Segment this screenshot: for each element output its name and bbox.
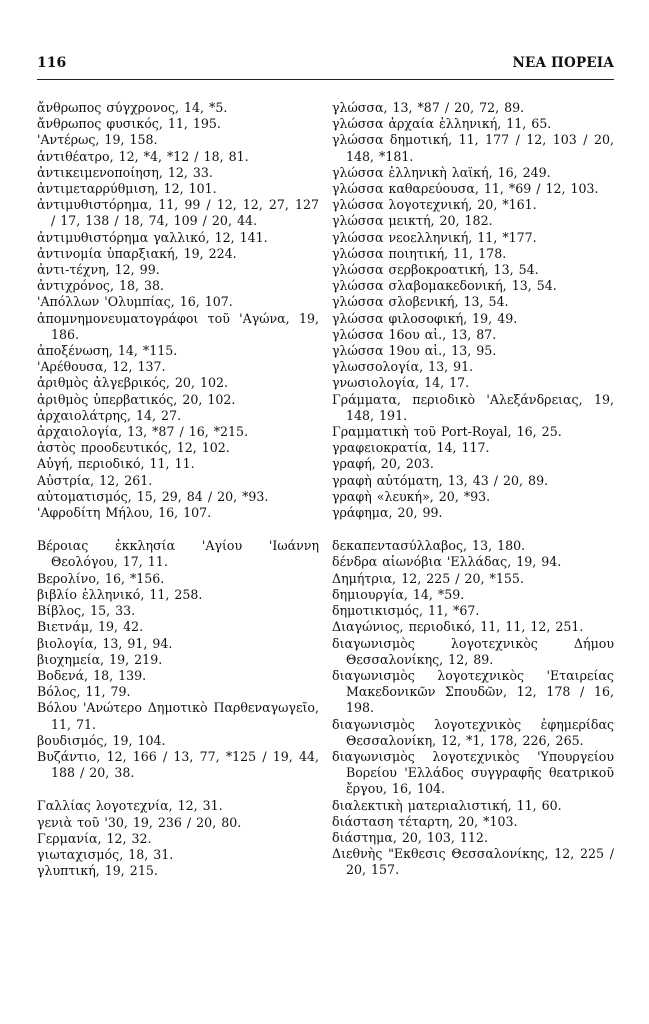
index-entry: ἀριθμὸς ἀλγεβρικός, 20, 102. xyxy=(37,375,228,391)
index-entry: ἀπομνημονευματογράφοι τοῦ 'Αγώνα, 19, 186. xyxy=(37,310,319,342)
index-entry: Βόλος, 11, 79. xyxy=(37,684,131,700)
index-entry: διαγωνισμὸς λογοτεχνικὸς ἐφημερίδας Θεσσαλονίκη, 12, *1, 178, 226, 265. xyxy=(332,716,614,748)
page-number: 116 xyxy=(37,55,67,71)
index-entry: αὐτοματισμός, 15, 29, 84 / 20, *93. xyxy=(37,488,269,504)
index-entry: ἀντιμεταρρύθμιση, 12, 101. xyxy=(37,181,217,197)
index-entry: βιβλίο ἑλληνικό, 11, 258. xyxy=(37,586,203,602)
index-entry: Διαγώνιος, περιοδικό, 11, 11, 12, 251. xyxy=(332,619,584,635)
running-header xyxy=(37,55,614,80)
index-entry: γλώσσα λογοτεχνική, 20, *161. xyxy=(332,197,537,213)
index-entry: γλωσσολογία, 13, 91. xyxy=(332,359,474,375)
index-entry: 'Απόλλων 'Ολυμπίας, 16, 107. xyxy=(37,294,233,310)
index-entry: γλώσσα ἀρχαία ἑλληνική, 11, 65. xyxy=(332,116,552,132)
index-entry: ἄνθρωπος σύγχρονος, 14, *5. xyxy=(37,100,228,115)
index-entry: Διεθνὴς "Εκθεσις Θεσσαλονίκης, 12, 225 / 20, 157. xyxy=(332,846,614,878)
index-entry: Βέροιας ἐκκλησία 'Αγίου 'Ιωάννη Θεολόγου, 17, 11. xyxy=(37,538,319,570)
index-entry: γραφειοκρατία, 14, 117. xyxy=(332,440,490,456)
journal-title: ΝΕΑ ΠΟΡΕΙΑ xyxy=(512,55,614,71)
index-entry: Γαλλίας λογοτεχνία, 12, 31. xyxy=(37,798,223,814)
index-entry: γλώσσα δημοτική, 11, 177 / 12, 103 / 20, 148, *181. xyxy=(332,132,614,164)
index-entry: γλώσσα φιλοσοφική, 19, 49. xyxy=(332,310,518,326)
index-entry: διαγωνισμὸς λογοτεχνικὸς 'Υπουργείου Βορείου 'Ελλάδος συγγραφῆς θεατρικοῦ ἔργου, 16, 104. xyxy=(332,748,614,797)
index-entry: γράφημα, 20, 99. xyxy=(332,505,443,521)
index-entry: ἀντινομία ὑπαρξιακή, 19, 224. xyxy=(37,245,237,261)
index-entry: γλώσσα νεοελληνική, 11, *177. xyxy=(332,229,537,245)
index-entry: γλώσσα σλοβενική, 13, 54. xyxy=(332,294,509,310)
index-column-right xyxy=(332,100,614,879)
section-gap xyxy=(37,781,319,798)
index-entry: ἀντικειμενοποίηση, 12, 33. xyxy=(37,164,213,180)
index-entry: διαλεκτικὴ ματεριαλιστική, 11, 60. xyxy=(332,797,562,813)
index-entry: ἀντιχρόνος, 18, 38. xyxy=(37,278,165,294)
index-entry: γλώσσα μεικτή, 20, 182. xyxy=(332,213,493,229)
index-entry: γλώσσα 19ου αἰ., 13, 95. xyxy=(332,343,497,359)
index-entry: δημοτικισμός, 11, *67. xyxy=(332,603,480,619)
index-entry: γλώσσα 16ου αἰ., 13, 87. xyxy=(332,326,497,342)
index-entry: 'Αφροδίτη Μήλου, 16, 107. xyxy=(37,505,212,521)
index-entry: βιοχημεία, 19, 219. xyxy=(37,651,163,667)
index-entry: γλυπτική, 19, 215. xyxy=(37,863,158,879)
index-entry: γλώσσα σερβοκροατική, 13, 54. xyxy=(332,262,539,278)
index-entry: βιολογία, 13, 91, 94. xyxy=(37,635,173,651)
index-entry: διάσταση τέταρτη, 20, *103. xyxy=(332,813,518,829)
index-entry: γιωταχισμός, 18, 31. xyxy=(37,846,174,862)
section-gap xyxy=(332,521,614,538)
index-entry: διαγωνισμὸς λογοτεχνικὸς Δήμου Θεσσαλονίκης, 12, 89. xyxy=(332,635,614,667)
index-entry: διάστημα, 20, 103, 112. xyxy=(332,829,488,845)
index-entry: γλώσσα ποιητική, 11, 178. xyxy=(332,245,507,261)
index-entry: 'Αρέθουσα, 12, 137. xyxy=(37,359,166,375)
index-entry: ἀντιθέατρο, 12, *4, *12 / 18, 81. xyxy=(37,148,249,164)
index-entry: ἀντιμυθιστόρημα γαλλικό, 12, 141. xyxy=(37,229,268,245)
index-entry: Βόλου 'Ανώτερο Δημοτικὸ Παρθεναγωγεῖο, 11, 71. xyxy=(37,700,319,732)
index-entry: ἀρχαιολογία, 13, *87 / 16, *215. xyxy=(37,424,249,440)
index-entry: Γράμματα, περιοδικὸ 'Αλεξάνδρειας, 19, 148, 191. xyxy=(332,391,614,423)
index-entry: Αὐστρία, 12, 261. xyxy=(37,472,153,488)
index-entry: ἀρχαιολάτρης, 14, 27. xyxy=(37,407,182,423)
index-entry: γενιὰ τοῦ '30, 19, 236 / 20, 80. xyxy=(37,814,242,830)
index-entry: 'Αντέρως, 19, 158. xyxy=(37,132,158,148)
index-entry: γλώσσα ἑλληνικὴ λαϊκή, 16, 249. xyxy=(332,164,551,180)
index-entry: δεκαπεντασύλλαβος, 13, 180. xyxy=(332,538,526,554)
index-entry: Γραμματικὴ τοῦ Port-Royal, 16, 25. xyxy=(332,424,562,440)
index-column-left xyxy=(37,100,319,879)
index-entry: ἀριθμὸς ὑπερβατικός, 20, 102. xyxy=(37,391,236,407)
index-entry: ἀποξένωση, 14, *115. xyxy=(37,343,178,359)
index-entry: βουδισμός, 19, 104. xyxy=(37,732,166,748)
index-entry: διαγωνισμὸς λογοτεχνικὸς 'Εταιρείας Μακεδονικῶν Σπουδῶν, 12, 178 / 16, 198. xyxy=(332,667,614,716)
index-entry: ἄνθρωπος φυσικός, 11, 195. xyxy=(37,116,221,132)
index-entry: γνωσιολογία, 14, 17. xyxy=(332,375,470,391)
index-entry: γλώσσα σλαβομακεδονική, 13, 54. xyxy=(332,278,557,294)
index-entry: Βοδενά, 18, 139. xyxy=(37,667,147,683)
index-entry: γλώσσα, 13, *87 / 20, 72, 89. xyxy=(332,100,525,115)
index-entry: γραφή, 20, 203. xyxy=(332,456,434,472)
index-entry: Βιετνάμ, 19, 42. xyxy=(37,619,144,635)
index-entry: δημιουργία, 14, *59. xyxy=(332,586,465,602)
index-entry: γραφὴ αὐτόματη, 13, 43 / 20, 89. xyxy=(332,472,549,488)
index-entry: γραφὴ «λευκή», 20, *93. xyxy=(332,488,491,504)
index-entry: Βίβλος, 15, 33. xyxy=(37,603,136,619)
index-entry: Δημήτρια, 12, 225 / 20, *155. xyxy=(332,570,524,586)
index-entry: Αὐγή, περιοδικό, 11, 11. xyxy=(37,456,195,472)
index-entry: Γερμανία, 12, 32. xyxy=(37,830,152,846)
index-entry: ἀστὸς προοδευτικός, 12, 102. xyxy=(37,440,230,456)
section-gap xyxy=(37,521,319,538)
index-entry: ἀντι-τέχνη, 12, 99. xyxy=(37,262,160,278)
index-entry: γλώσσα καθαρεύουσα, 11, *69 / 12, 103. xyxy=(332,181,599,197)
index-entry: ἀντιμυθιστόρημα, 11, 99 / 12, 12, 27, 127 / 17, 138 / 18, 74, 109 / 20, 44. xyxy=(37,197,319,229)
index-entry: δένδρα αἰωνόβια 'Ελλάδας, 19, 94. xyxy=(332,554,562,570)
index-entry: Βερολίνο, 16, *156. xyxy=(37,570,165,586)
index-entry: Βυζάντιο, 12, 166 / 13, 77, *125 / 19, 44, 188 / 20, 38. xyxy=(37,748,319,781)
